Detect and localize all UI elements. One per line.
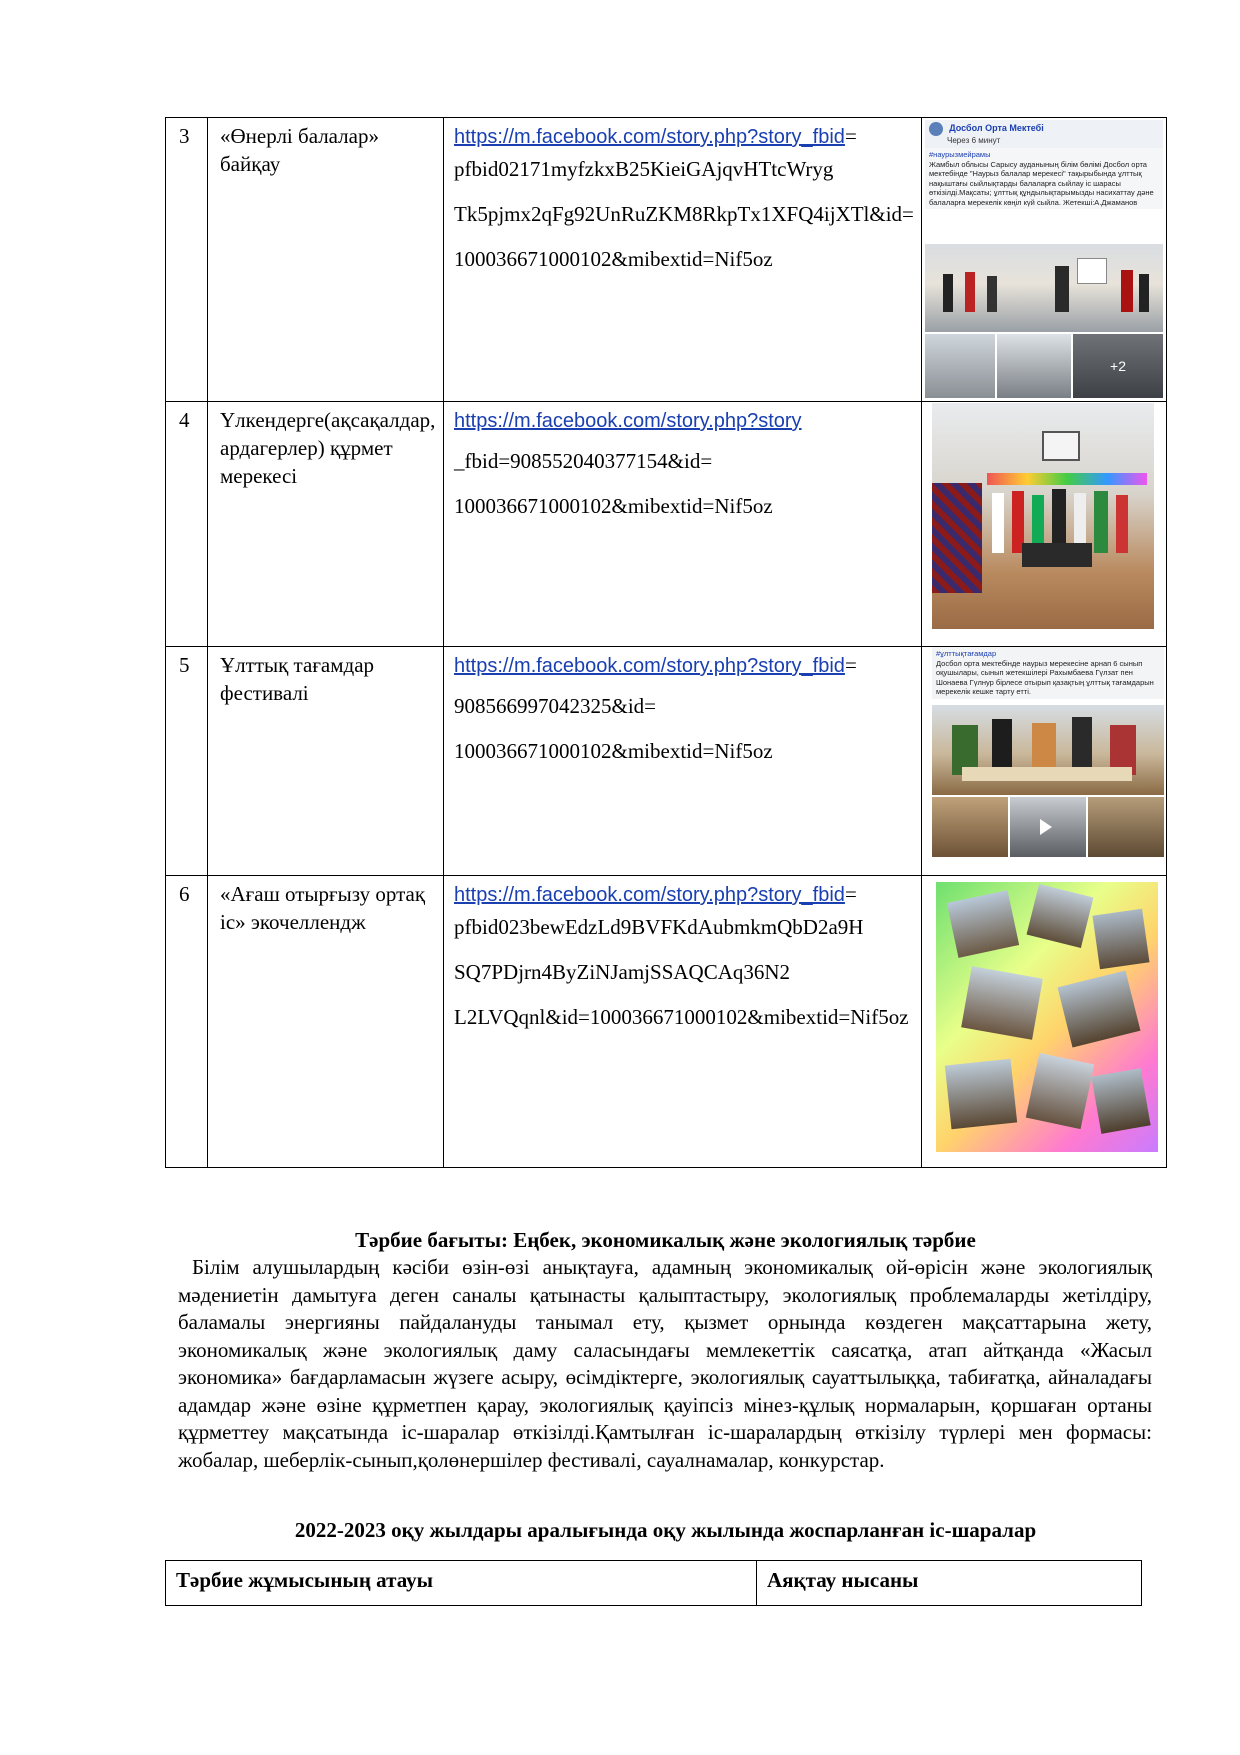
event-link[interactable]: https://m.facebook.com/story.php?story _fbid=908552040377154&id= 100036671000102&mibextid=Nif5oz [444,402,922,647]
row-number: 4 [166,402,208,647]
event-photo [922,118,1167,402]
photo-children-stage [925,244,1163,332]
plan-table [165,1560,1142,1606]
row-number: 3 [166,118,208,402]
event-photo [922,647,1167,876]
event-name: Үлкендерге(ақсақалдар, ардагерлер) құрмет мерекесі [208,402,444,647]
column-header: Аяқтау нысаны [757,1561,1142,1606]
post-text: #наурызмейрамы Жамбыл облысы Сарысу ауданының білім бөлімі Досбол орта мектебінде "Наурыз балалар мерекесі" тақырыбында ұлттық нақыштағы сыйлықтарды балаларға сыйлау іс шарасы өткізілді.Мақсаты; ұлттық құндылықтарымызды насихаттау дәне балаларға мерекелік көңіл күй сыйла. Жетекші:А.Джаманов [925,148,1163,209]
event-photo [922,402,1167,647]
row-number: 5 [166,647,208,876]
photo-thumb [1088,797,1164,857]
photo-thumb [1010,797,1086,857]
plan-title: 2022-2023 оқу жылдары аралығында оқу жылында жоспарланған іс-шаралар [294,1518,1037,1542]
section-paragraph: Білім алушылардың кәсіби өзін-өзі анықтауға, адамның экономикалық ой-өрісін және экологиялық мәдениетін дамытуға деген саналы қатынасты қалыптастыру, экологиялық проблемаларды жетілдіру, баламалы энергияны пайдалануды танымал ету, қызмет орнында көздеген мақсаттарына жету, экономикалық және экологиялық даму саласындағы мемлекеттік саясатқа, атап айтқанда «Жасыл экономика» бағдарламасын жүзеге асыру, өсімдіктерге, экологиялық сауаттылыққа, табиғатқа, айналадағы адамдар және өзіне құрметпен қарау, экологиялық қауіпсіз мінез-құлық нормаларын, қоршаған ортаны құрметтеу мақсатында іс-шаралар өткізілді.Қамтылған іс-шаралардың өткізілу түрлері мен формасы: жобалар, шеберлік-сынып,қолөнершілер фестивалі, сауалнамалар, конкурстар. [178,1255,1152,1472]
event-link[interactable]: https://m.facebook.com/story.php?story_fbid= pfbid023bewEdzLd9BVFKdAubmkmQbD2a9H SQ7PDjrn4ByZiNJamjSSAQCAq36N2 L2LVQqnl&id=100036671000102&mibextid=Nif5oz [444,876,922,1168]
table-row [166,876,1167,1168]
facebook-link[interactable]: https://m.facebook.com/story.php?story_fbid [454,126,845,148]
events-table [165,117,1167,1168]
table-row [166,118,1167,402]
facebook-link[interactable]: https://m.facebook.com/story.php?story_fbid [454,655,845,677]
event-name: «Өнерлі балалар» байқау [208,118,444,402]
play-icon[interactable] [1040,819,1052,835]
photo-tree-planting-collage [936,882,1158,1152]
column-header: Тәрбие жұмысының атауы [166,1561,757,1606]
post-text: #ұлттықтағамдар Досбол орта мектебінде наурыз мерекесіне арнап 6 сынып оқушылары, сынып жетекшілері Рахымбаева Гүлзат пен Шонаева Гүлнур бірлесе отырып қазақтың ұлттық тағамдарын мерекелік кешке тарту етті. [932,647,1164,699]
facebook-link[interactable]: https://m.facebook.com/story.php?story_fbid [454,884,845,906]
more-photos-count[interactable]: +2 [1073,334,1163,398]
table-row [166,647,1167,876]
section-title: Тәрбие бағыты: Еңбек, экономикалық және экологиялық тәрбие [355,1228,976,1252]
facebook-link[interactable]: https://m.facebook.com/story.php?story [454,410,802,432]
photo-thumb [932,797,1008,857]
table-header-row [166,1561,1142,1606]
photo-thumb [997,334,1071,398]
table-row [166,402,1167,647]
event-link[interactable]: https://m.facebook.com/story.php?story_fbid= 908566997042325&id= 100036671000102&mibextid=Nif5oz [444,647,922,876]
event-photo [922,876,1167,1168]
photo-elders-celebration [932,403,1154,629]
event-link[interactable]: https://m.facebook.com/story.php?story_fbid= pfbid02171myfzkxB25KieiGAjqvHTtcWryg Tk5pjmx2qFg92UnRuZKM8RkpTx1XFQ4ijXTl&id= 100036671000102&mibextid=Nif5oz [444,118,922,402]
event-name: Ұлттық тағамдар фестивалі [208,647,444,876]
event-name: «Ағаш отырғызу ортақ іс» экочеллендж [208,876,444,1168]
post-header: Досбол Орта Мектебі Черeз 6 минут [925,120,1163,148]
photo-national-food [932,705,1164,795]
row-number: 6 [166,876,208,1168]
photo-thumb [925,334,995,398]
avatar [929,122,943,136]
